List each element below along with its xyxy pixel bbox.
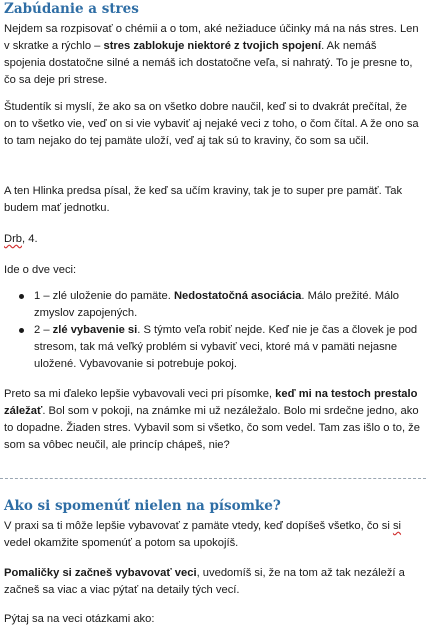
list-item: [4, 322, 420, 373]
text-run: 1 – zlé uloženie do pamäte.: [34, 290, 174, 302]
bold-text: keď mi na testoch prestalo záležať: [4, 388, 418, 417]
text-run: A ten Hlinka predsa písal, že keď sa učím kraviny, tak je to super pre pamäť. Tak budem mať jednotku.: [4, 185, 403, 214]
list-item: [4, 288, 420, 322]
paragraph: [4, 611, 420, 628]
spellcheck-flagged-text: si: [392, 520, 402, 532]
text-run: vedel okamžite spomenúť a potom sa upokojíš.: [4, 537, 239, 549]
bullet-icon: [19, 328, 24, 333]
bold-text: Pomaličky si začneš vybavovať veci: [4, 567, 197, 579]
paragraph: [4, 262, 420, 279]
list-item-text: [34, 324, 417, 370]
bullet-list: [4, 288, 420, 373]
text-run: , uvedomíš si, že na tom až tak nezáleží a začneš sa viac a viac pýtať na detaily tých vecí.: [4, 567, 405, 596]
bold-text: zlé vybavenie si: [52, 324, 138, 336]
paragraph: [4, 21, 420, 89]
text-run: . Málo prežité. Málo zmyslov zapojených.: [34, 290, 400, 319]
bold-text: stres zablokuje niektoré z tvojich spojení: [103, 40, 322, 52]
bullet-icon: [19, 294, 24, 299]
text-run: . Ak nemáš spojenia dostatočne silné a nemáš ich dostatočne veľa, si nahratý. To je presne to, čo sa deje pri strese.: [4, 40, 413, 86]
text-run: . S týmto veľa robiť nejde. Keď nie je čas a človek je pod stresom, tak má veľký problém si vybaviť veci, ktoré má v pamäti nejasne uložené. Vybavovanie si potrebuje pokoj.: [34, 324, 418, 370]
paragraph: [4, 231, 420, 248]
paragraph: [4, 386, 420, 454]
text-run: V praxi sa ti môže lepšie vybavovať z pamäte vtedy, keď dopíšeš všetko, čo si: [4, 520, 393, 532]
paragraph: [4, 183, 420, 217]
list-item-text: [34, 290, 399, 319]
section-heading-zabudanie: Zabúdanie a stres: [4, 1, 139, 17]
bold-text: Nedostatočná asociácia: [173, 290, 302, 302]
spellcheck-flagged-text: Drb: [4, 233, 23, 245]
text-run: Pýtaj sa na veci otázkami ako:: [4, 613, 155, 625]
text-run: 2 –: [34, 324, 53, 336]
paragraph: [4, 99, 420, 150]
text-run: Ide o dve veci:: [4, 264, 77, 276]
paragraph: [4, 518, 420, 552]
text-run: Nejdem sa rozpisovať o chémii a o tom, aké nežiaduce účinky má na nás stres. Len v skratke a rýchlo –: [4, 23, 419, 52]
text-run: Preto sa mi ďaleko lepšie vybavovali veci pri písomke,: [4, 388, 276, 400]
text-run: Študentík si myslí, že ako sa on všetko dobre naučil, keď si to dvakrát prečítal, že on to všetko vie, veď on si vie vybaviť aj nejaké veci z toho, o čom čítal. A že ono sa to tam nejako do tej pamäte uloží, veď aj tak sú to kraviny, čo som sa učil.: [4, 101, 419, 147]
section-divider: [0, 478, 426, 479]
section-heading-ako-si-spomenut: Ako si spomenúť nielen na písomke?: [4, 498, 281, 514]
text-run: . Bol som v pokoji, na známke mi už nezáležalo. Bolo mi srdečne jedno, ako to dopadne. Žiaden stres. Vybavil som si všetko, čo som vedel. Tam zas išlo o to, že som sa vôbec neučil, ale princíp chápeš, nie?: [4, 405, 420, 451]
text-run: , 4.: [22, 233, 38, 245]
paragraph: [4, 565, 420, 599]
